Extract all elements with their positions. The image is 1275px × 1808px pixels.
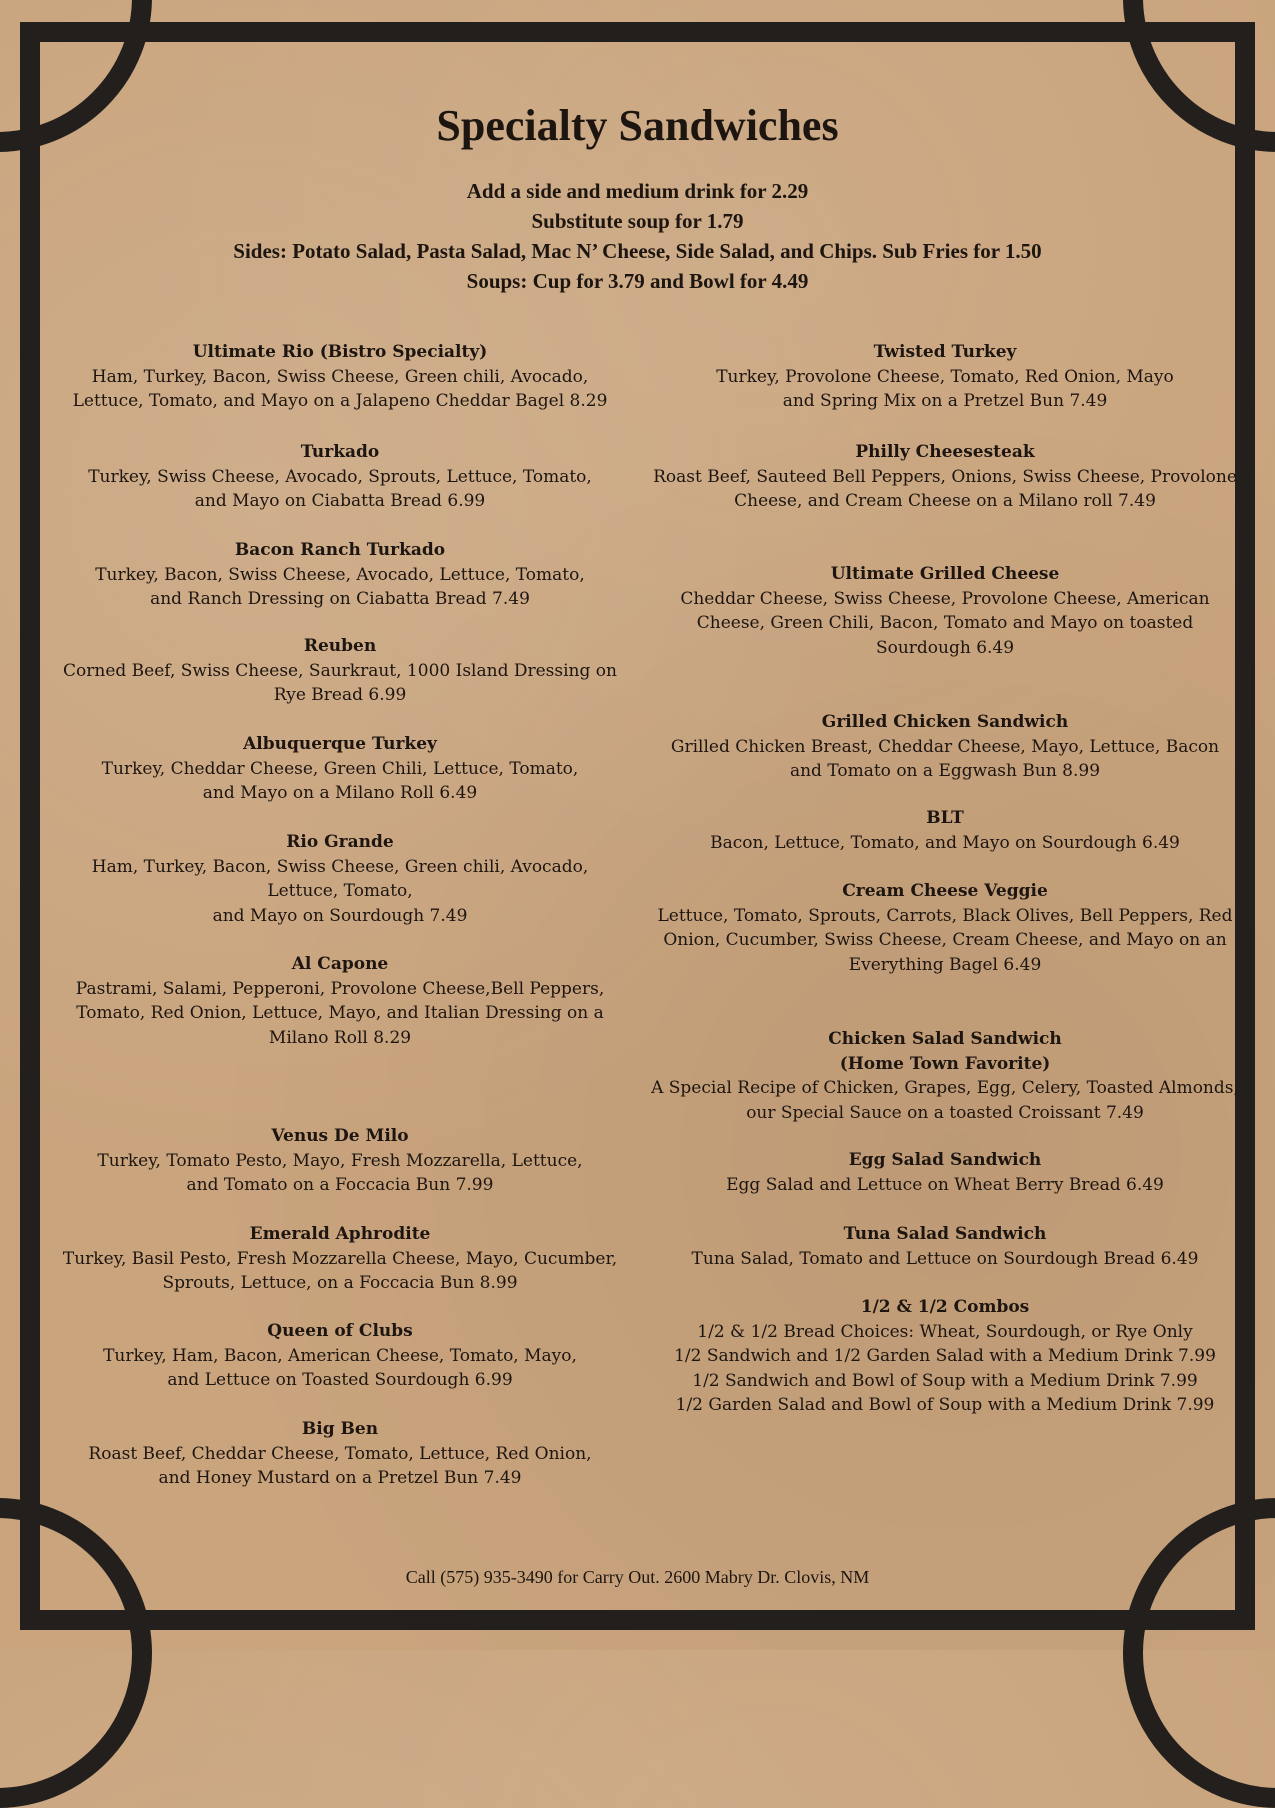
item-name: Emerald Aphrodite (249, 1224, 431, 1244)
menu-item (55, 440, 625, 514)
item-description: Turkey, Basil Pesto, Fresh Mozzarella Cheese, Mayo, Cucumber, (62, 1248, 618, 1269)
item-description: Cheese, and Cream Cheese on a Milano roll 7.49 (734, 491, 1156, 511)
page-title: Specialty Sandwiches (436, 101, 839, 150)
menu-item (55, 634, 625, 708)
item-description: Roast Beef, Sauteed Bell Peppers, Onions, Swiss Cheese, Provolone (653, 466, 1237, 487)
item-name: Chicken Salad Sandwich (828, 1029, 1062, 1049)
item-name: Queen of Clubs (267, 1321, 413, 1341)
item-description: Tomato, Red Onion, Lettuce, Mayo, and Italian Dressing on a (76, 1003, 604, 1023)
menu-item (650, 340, 1240, 414)
item-description: Milano Roll 8.29 (268, 1027, 412, 1048)
item-description: Lettuce, Tomato, and Mayo on a Jalapeno Cheddar Bagel 8.29 (72, 391, 608, 411)
item-name: Ultimate Rio (Bistro Specialty) (192, 342, 488, 362)
item-description: Everything Bagel 6.49 (848, 954, 1042, 975)
item-description: and Mayo on Sourdough 7.49 (212, 905, 468, 926)
item-name: Egg Salad Sandwich (848, 1150, 1042, 1170)
menu-item (650, 1027, 1240, 1125)
corner-arc-bottom-right (1123, 1498, 1275, 1808)
menu-item (650, 440, 1240, 514)
item-description: Turkey, Swiss Cheese, Avocado, Sprouts, Lettuce, Tomato, (88, 466, 592, 487)
item-description: and Tomato on a Foccacia Bun 7.99 (186, 1175, 494, 1195)
menu-item (55, 1124, 625, 1198)
item-description: Turkey, Cheddar Cheese, Green Chili, Lettuce, Tomato, (101, 758, 579, 779)
item-description: and Lettuce on Toasted Sourdough 6.99 (167, 1370, 513, 1390)
item-name: Tuna Salad Sandwich (843, 1224, 1047, 1244)
menu-item (55, 952, 625, 1050)
item-description: and Honey Mustard on a Pretzel Bun 7.49 (158, 1468, 522, 1488)
item-description: 1/2 Garden Salad and Bowl of Soup with a Medium Drink 7.99 (675, 1395, 1215, 1415)
item-name: Rio Grande (286, 832, 394, 852)
item-name: 1/2 & 1/2 Combos (860, 1297, 1030, 1317)
menu-item (650, 806, 1240, 855)
intro-line: Sides: Potato Salad, Pasta Salad, Mac N’ Cheese, Side Salad, and Chips. Sub Fries for 1.50 (233, 239, 1042, 263)
intro-line: Substitute soup for 1.79 (531, 209, 744, 233)
item-name: Al Capone (291, 954, 389, 974)
item-description: Turkey, Provolone Cheese, Tomato, Red Onion, Mayo (716, 366, 1174, 387)
item-description: Turkey, Ham, Bacon, American Cheese, Tomato, Mayo, (103, 1345, 577, 1366)
item-description: Roast Beef, Cheddar Cheese, Tomato, Lettuce, Red Onion, (88, 1443, 592, 1464)
item-description: Lettuce, Tomato, (267, 881, 413, 901)
item-name: Albuquerque Turkey (243, 734, 437, 754)
item-description: Bacon, Lettuce, Tomato, and Mayo on Sourdough 6.49 (710, 832, 1180, 853)
menu-item (650, 1222, 1240, 1271)
item-description: Turkey, Bacon, Swiss Cheese, Avocado, Lettuce, Tomato, (95, 564, 585, 585)
item-description: Rye Bread 6.99 (273, 685, 407, 705)
item-name: Cream Cheese Veggie (842, 881, 1048, 901)
menu-item (650, 879, 1240, 977)
intro-block (100, 176, 1175, 296)
item-description: and Ranch Dressing on Ciabatta Bread 7.49 (150, 589, 530, 609)
intro-line: Soups: Cup for 3.79 and Bowl for 4.49 (466, 269, 809, 293)
item-name: Reuben (303, 636, 377, 656)
item-description: Corned Beef, Swiss Cheese, Saurkraut, 1000 Island Dressing on (63, 660, 617, 681)
menu-item (55, 1222, 625, 1296)
item-name: Philly Cheesesteak (855, 442, 1035, 462)
menu-item (55, 732, 625, 806)
item-name: Turkado (300, 442, 380, 462)
item-description: 1/2 & 1/2 Bread Choices: Wheat, Sourdough, or Rye Only (697, 1321, 1193, 1342)
intro-line: Add a side and medium drink for 2.29 (466, 179, 809, 203)
footer-contact: Call (575) 935-3490 for Carry Out. 2600 Mabry Dr. Clovis, NM (405, 1567, 870, 1587)
item-description: A Special Recipe of Chicken, Grapes, Egg, Celery, Toasted Almonds, (651, 1078, 1239, 1098)
item-description: Sprouts, Lettuce, on a Foccacia Bun 8.99 (162, 1273, 518, 1293)
item-description: Onion, Cucumber, Swiss Cheese, Cream Cheese, and Mayo on an (663, 930, 1227, 950)
item-description: and Tomato on a Eggwash Bun 8.99 (789, 761, 1101, 781)
item-description: Grilled Chicken Breast, Cheddar Cheese, Mayo, Lettuce, Bacon (670, 736, 1220, 757)
item-description: and Spring Mix on a Pretzel Bun 7.49 (782, 391, 1108, 411)
item-name: Venus De Milo (271, 1126, 409, 1146)
menu-item (650, 1295, 1240, 1418)
menu-item (55, 1417, 625, 1491)
item-description: Cheddar Cheese, Swiss Cheese, Provolone Cheese, American (680, 588, 1210, 609)
menu-item (650, 710, 1240, 784)
item-name: BLT (926, 808, 964, 828)
item-description: Turkey, Tomato Pesto, Mayo, Fresh Mozzarella, Lettuce, (97, 1150, 583, 1171)
item-name: Big Ben (301, 1419, 379, 1439)
item-subtitle: (Home Town Favorite) (839, 1053, 1051, 1074)
item-description: Sourdough 6.49 (875, 637, 1015, 658)
item-description: Egg Salad and Lettuce on Wheat Berry Bread 6.49 (726, 1174, 1164, 1195)
item-description: our Special Sauce on a toasted Croissant 7.49 (746, 1102, 1144, 1123)
item-description: Ham, Turkey, Bacon, Swiss Cheese, Green chili, Avocado, (91, 856, 589, 877)
corner-arc-bottom-left (0, 1498, 152, 1808)
item-name: Bacon Ranch Turkado (234, 540, 446, 560)
item-description: 1/2 Sandwich and Bowl of Soup with a Medium Drink 7.99 (692, 1370, 1198, 1391)
item-description: Pastrami, Salami, Pepperoni, Provolone Cheese,Bell Peppers, (75, 978, 605, 999)
menu-item (55, 830, 625, 928)
menu-item (55, 1319, 625, 1393)
menu-item (55, 538, 625, 612)
item-description: Ham, Turkey, Bacon, Swiss Cheese, Green chili, Avocado, (91, 366, 589, 387)
menu-item (650, 562, 1240, 660)
item-name: Twisted Turkey (873, 342, 1017, 362)
menu-item (55, 340, 625, 414)
item-name: Ultimate Grilled Cheese (830, 564, 1060, 584)
menu-item (650, 1148, 1240, 1197)
item-description: 1/2 Sandwich and 1/2 Garden Salad with a Medium Drink 7.99 (674, 1346, 1216, 1366)
item-name: Grilled Chicken Sandwich (821, 712, 1069, 732)
item-description: Cheese, Green Chili, Bacon, Tomato and Mayo on toasted (696, 613, 1194, 633)
item-description: Tuna Salad, Tomato and Lettuce on Sourdough Bread 6.49 (691, 1248, 1199, 1269)
item-description: and Mayo on a Milano Roll 6.49 (202, 783, 478, 803)
item-description: Lettuce, Tomato, Sprouts, Carrots, Black Olives, Bell Peppers, Red (657, 905, 1233, 926)
item-description: and Mayo on Ciabatta Bread 6.99 (194, 491, 486, 511)
